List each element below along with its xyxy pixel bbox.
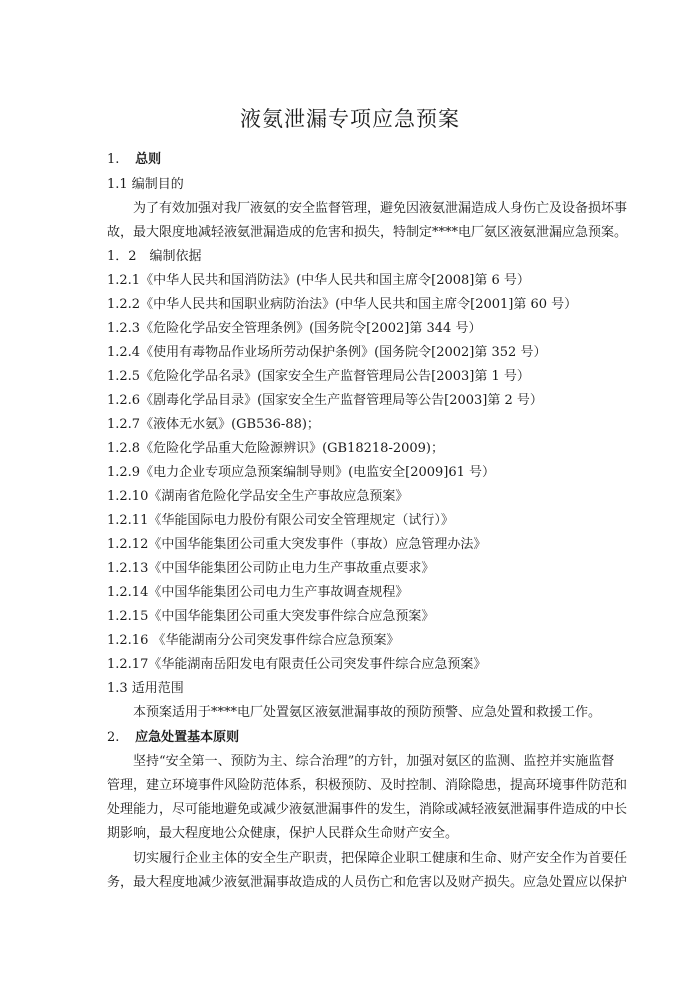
section-1-title: 总则	[135, 152, 162, 167]
basis-item: 1.2.8《危险化学品重大危险源辨识》(GB18218-2009)；	[107, 441, 444, 456]
basis-item: 1.2.4《使用有毒物品作业场所劳动保护条例》(国务院令[2002]第 352 号）	[107, 345, 547, 360]
basis-item: 1.2.12《中国华能集团公司重大突发事件（事故）应急管理办法》	[107, 537, 487, 552]
scope-paragraph: 本预案适用于****电厂处置氨区液氨泄漏事故的预防预警、应急处置和救援工作。	[133, 705, 602, 720]
subsection-1-2-heading: 1．2 编制依据	[107, 249, 202, 264]
basis-item: 1.2.1《中华人民共和国消防法》(中华人民共和国主席令[2008]第 6 号）	[107, 273, 530, 288]
section-1-heading	[107, 151, 597, 168]
basis-item: 1.2.15《中国华能集团公司重大突发事件综合应急预案》	[107, 609, 435, 624]
principle-paragraph-line: 坚持“安全第一、预防为主、综合治理”的方针，加强对氨区的监测、监控并实施监督	[133, 754, 615, 769]
subsection-1-1-heading: 1.1 编制目的	[107, 177, 184, 192]
principle-paragraph-line: 处理能力，尽可能地避免或减少液氨泄漏事件的发生，消除或减轻液氨泄漏事件造成的中长	[107, 802, 628, 817]
section-2-number: 2.	[107, 730, 120, 745]
purpose-paragraph-line-1: 为了有效加强对我厂液氨的安全监督管理，避免因液氨泄漏造成人身伤亡及设备损坏事	[133, 201, 628, 216]
basis-item: 1.2.11《华能国际电力股份有限公司安全管理规定（试行）》	[107, 513, 454, 528]
duty-paragraph-line: 务，最大程度地减少液氨泄漏事故造成的人员伤亡和危害以及财产损失。应急处置应以保护	[107, 875, 628, 890]
basis-item: 1.2.10《湖南省危险化学品安全生产事故应急预案》	[107, 489, 409, 504]
basis-item: 1.2.16 《华能湖南分公司突发事件综合应急预案》	[107, 633, 400, 648]
section-2-heading	[107, 729, 597, 746]
basis-item: 1.2.6《剧毒化学品目录》(国家安全生产监督管理局等公告[2003]第 2 号）	[107, 393, 543, 408]
basis-item: 1.2.2《中华人民共和国职业病防治法》(中华人民共和国主席令[2001]第 60 号）	[107, 297, 578, 312]
document-title: 液氨泄漏专项应急预案	[240, 107, 460, 131]
principle-paragraph-line: 期影响，最大程度地公众健康，保护人民群众生命财产安全。	[107, 826, 459, 841]
subsection-1-3-heading: 1.3 适用范围	[107, 681, 184, 696]
principle-paragraph-line: 管理，建立环境事件风险防范体系，积极预防、及时控制、消除隐患，提高环境事件防范和	[107, 778, 628, 793]
basis-item: 1.2.13《中国华能集团公司防止电力生产事故重点要求》	[107, 561, 435, 576]
basis-item: 1.2.5《危险化学品名录》(国家安全生产监督管理局公告[2003]第 1 号）	[107, 369, 530, 384]
duty-paragraph-line: 切实履行企业主体的安全生产职责，把保障企业职工健康和生命、财产安全作为首要任	[133, 851, 628, 866]
section-2-title: 应急处置基本原则	[135, 730, 240, 745]
basis-item: 1.2.17《华能湖南岳阳发电有限责任公司突发事件综合应急预案》	[107, 657, 487, 672]
purpose-paragraph-line-2: 故，最大限度地减轻液氨泄漏造成的危害和损失，特制定****电厂氨区液氨泄漏应急预案。	[107, 225, 628, 240]
basis-item: 1.2.14《中国华能集团公司电力生产事故调查规程》	[107, 585, 409, 600]
section-1-number: 1.	[107, 152, 120, 167]
basis-item: 1.2.7《液体无水氨》(GB536-88)；	[107, 417, 320, 432]
basis-item: 1.2.9《电力企业专项应急预案编制导则》(电监安全[2009]61 号）	[107, 465, 496, 480]
basis-item: 1.2.3《危险化学品安全管理条例》(国务院令[2002]第 344 号）	[107, 321, 482, 336]
